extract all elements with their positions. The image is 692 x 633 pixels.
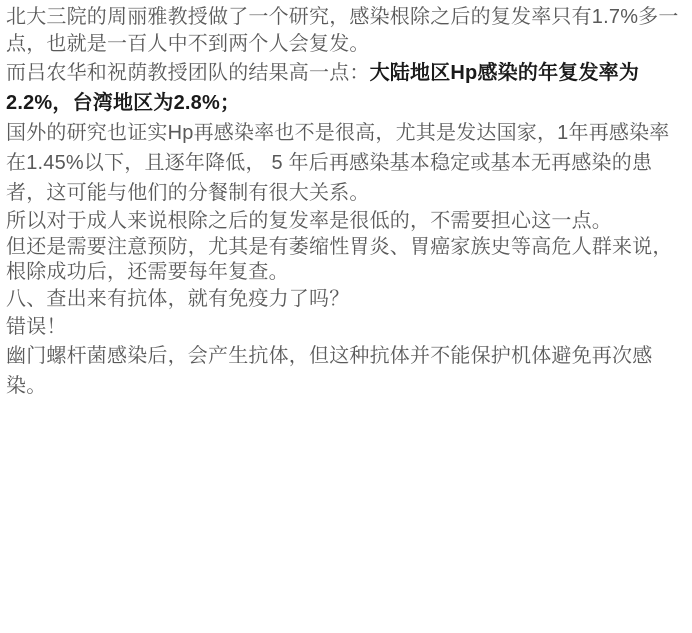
paragraph-mainland-taiwan-rates (6, 58, 687, 118)
paragraph-wrong-answer: 错误！ (6, 316, 67, 338)
paragraph-taiwan-rate-bold: 2.2%，台湾地区为2.8%； (6, 92, 241, 114)
paragraph-adults-low-recurrence: 所以对于成人来说根除之后的复发率是很低的，不需要担心这一点。 (6, 210, 612, 232)
paragraph-prevention-high-risk: 但还是需要注意预防，尤其是有萎缩性胃炎、胃癌家族史等高危人群来说，根除成功后，还需要每年复查。 (6, 236, 673, 283)
paragraph-mainland-taiwan-prefix: 而吕农华和祝荫教授团队的结果高一点： (6, 62, 370, 84)
section-heading-question-8: 八、查出来有抗体，就有免疫力了吗？ (6, 288, 350, 310)
paragraph-mainland-rate-bold: 大陆地区Hp感染的年复发率为 (369, 62, 640, 84)
paragraph-foreign-studies: 国外的研究也证实Hp再感染率也不是很高，尤其是发达国家，1年再感染率在1.45%以下，且逐年降低， 5 年后再感染基本稳定或基本无再感染的患者，这可能与他们的分餐制有很大关系。 (6, 122, 670, 204)
paragraph-study-recurrence: 北大三院的周丽雅教授做了一个研究，感染根除之后的复发率只有1.7%多一点，也就是一百人中不到两个人会复发。 (6, 6, 679, 55)
paragraph-antibody-no-protection: 幽门螺杆菌感染后，会产生抗体，但这种抗体并不能保护机体避免再次感染。 (6, 345, 653, 397)
